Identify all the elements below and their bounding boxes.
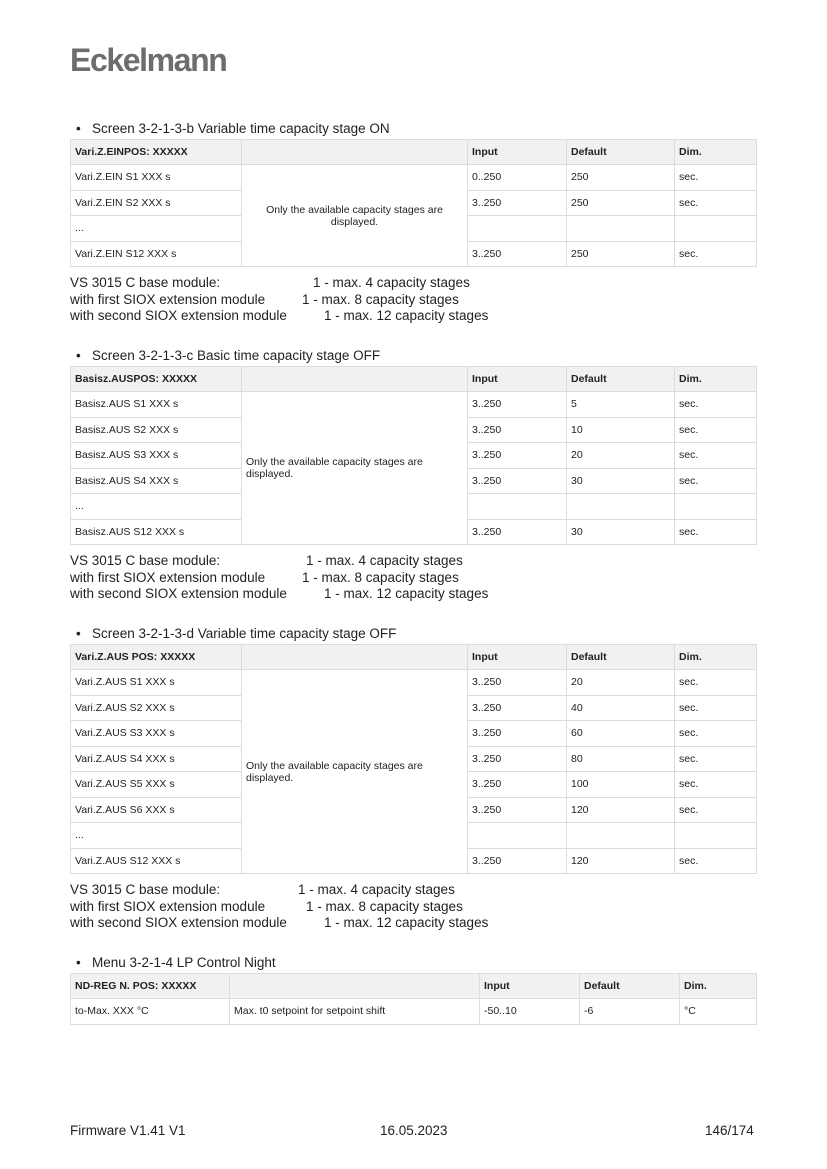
footer-firmware: Firmware V1.41 V1 <box>70 1123 186 1138</box>
param-table-nd-reg <box>70 973 757 1025</box>
param-table-vari-z-ein <box>70 139 757 267</box>
table-row: to-Max. XXX °C Max. t0 setpoint for setpoint shift -50..10 -6 °C <box>71 999 757 1025</box>
table-row: ... <box>71 823 757 849</box>
section-heading: • Screen 3-2-1-3-c Basic time capacity stage OFF <box>76 348 381 363</box>
table-row: Vari.Z.AUS S5 XXX s 3..250 100 sec. <box>71 772 757 798</box>
table-row: Vari.Z.EIN S2 XXX s 3..250 250 sec. <box>71 190 757 216</box>
table-header-row: Vari.Z.EINPOS: XXXXX Input Default Dim. <box>71 140 757 165</box>
table-row: Basisz.AUS S3 XXX s 3..250 20 sec. <box>71 443 757 469</box>
footer-date: 16.05.2023 <box>380 1123 448 1138</box>
stage-notes: VS 3015 C base module: 1 - max. 4 capacity stages with first SIOX extension module 1 - max. 8 capacity stages with second SIOX extension module 1 - max. 12 capacity stages <box>70 882 489 931</box>
section-heading: • Screen 3-2-1-3-b Variable time capacity stage ON <box>76 121 390 136</box>
table-row: Basisz.AUS S12 XXX s 3..250 30 sec. <box>71 519 757 545</box>
table-header-row: Vari.Z.AUS POS: XXXXX Input Default Dim. <box>71 645 757 670</box>
availability-note: Only the available capacity stages are displayed. <box>242 670 468 874</box>
footer-page-number: 146/174 <box>705 1123 754 1138</box>
table-row: ... <box>71 216 757 242</box>
stage-notes: VS 3015 C base module: 1 - max. 4 capacity stages with first SIOX extension module 1 - max. 8 capacity stages with second SIOX extension module 1 - max. 12 capacity stages <box>70 553 489 602</box>
table-row: Basisz.AUS S1 XXX s Only the available capacity stages are displayed. 3..250 5 sec. <box>71 392 757 418</box>
table-row: Vari.Z.AUS S4 XXX s 3..250 80 sec. <box>71 746 757 772</box>
section-heading: • Screen 3-2-1-3-d Variable time capacity stage OFF <box>76 626 397 641</box>
stage-notes: VS 3015 C base module: 1 - max. 4 capacity stages with first SIOX extension module 1 - max. 8 capacity stages with second SIOX extension module 1 - max. 12 capacity stages <box>70 275 489 324</box>
table-header-row: Basisz.AUSPOS: XXXXX Input Default Dim. <box>71 367 757 392</box>
table-row: ... <box>71 494 757 520</box>
table-row: Vari.Z.EIN S12 XXX s 3..250 250 sec. <box>71 241 757 267</box>
eckelmann-logo: Eckelmann <box>70 42 227 78</box>
availability-note: Only the available capacity stages are displayed. <box>242 165 468 267</box>
availability-note: Only the available capacity stages are displayed. <box>242 392 468 545</box>
table-row: Basisz.AUS S2 XXX s 3..250 10 sec. <box>71 417 757 443</box>
table-row: Vari.Z.AUS S1 XXX s Only the available capacity stages are displayed. 3..250 20 sec. <box>71 670 757 696</box>
section-heading: • Menu 3-2-1-4 LP Control Night <box>76 955 276 970</box>
param-table-vari-z-aus <box>70 644 757 874</box>
table-row: Basisz.AUS S4 XXX s 3..250 30 sec. <box>71 468 757 494</box>
table-row: Vari.Z.EIN S1 XXX s Only the available capacity stages are displayed. 0..250 250 sec. <box>71 165 757 191</box>
param-table-basisz-aus <box>70 366 757 545</box>
table-row: Vari.Z.AUS S6 XXX s 3..250 120 sec. <box>71 797 757 823</box>
table-row: Vari.Z.AUS S3 XXX s 3..250 60 sec. <box>71 721 757 747</box>
table-row: Vari.Z.AUS S2 XXX s 3..250 40 sec. <box>71 695 757 721</box>
table-header-row: ND-REG N. POS: XXXXX Input Default Dim. <box>71 974 757 999</box>
table-row: Vari.Z.AUS S12 XXX s 3..250 120 sec. <box>71 848 757 874</box>
